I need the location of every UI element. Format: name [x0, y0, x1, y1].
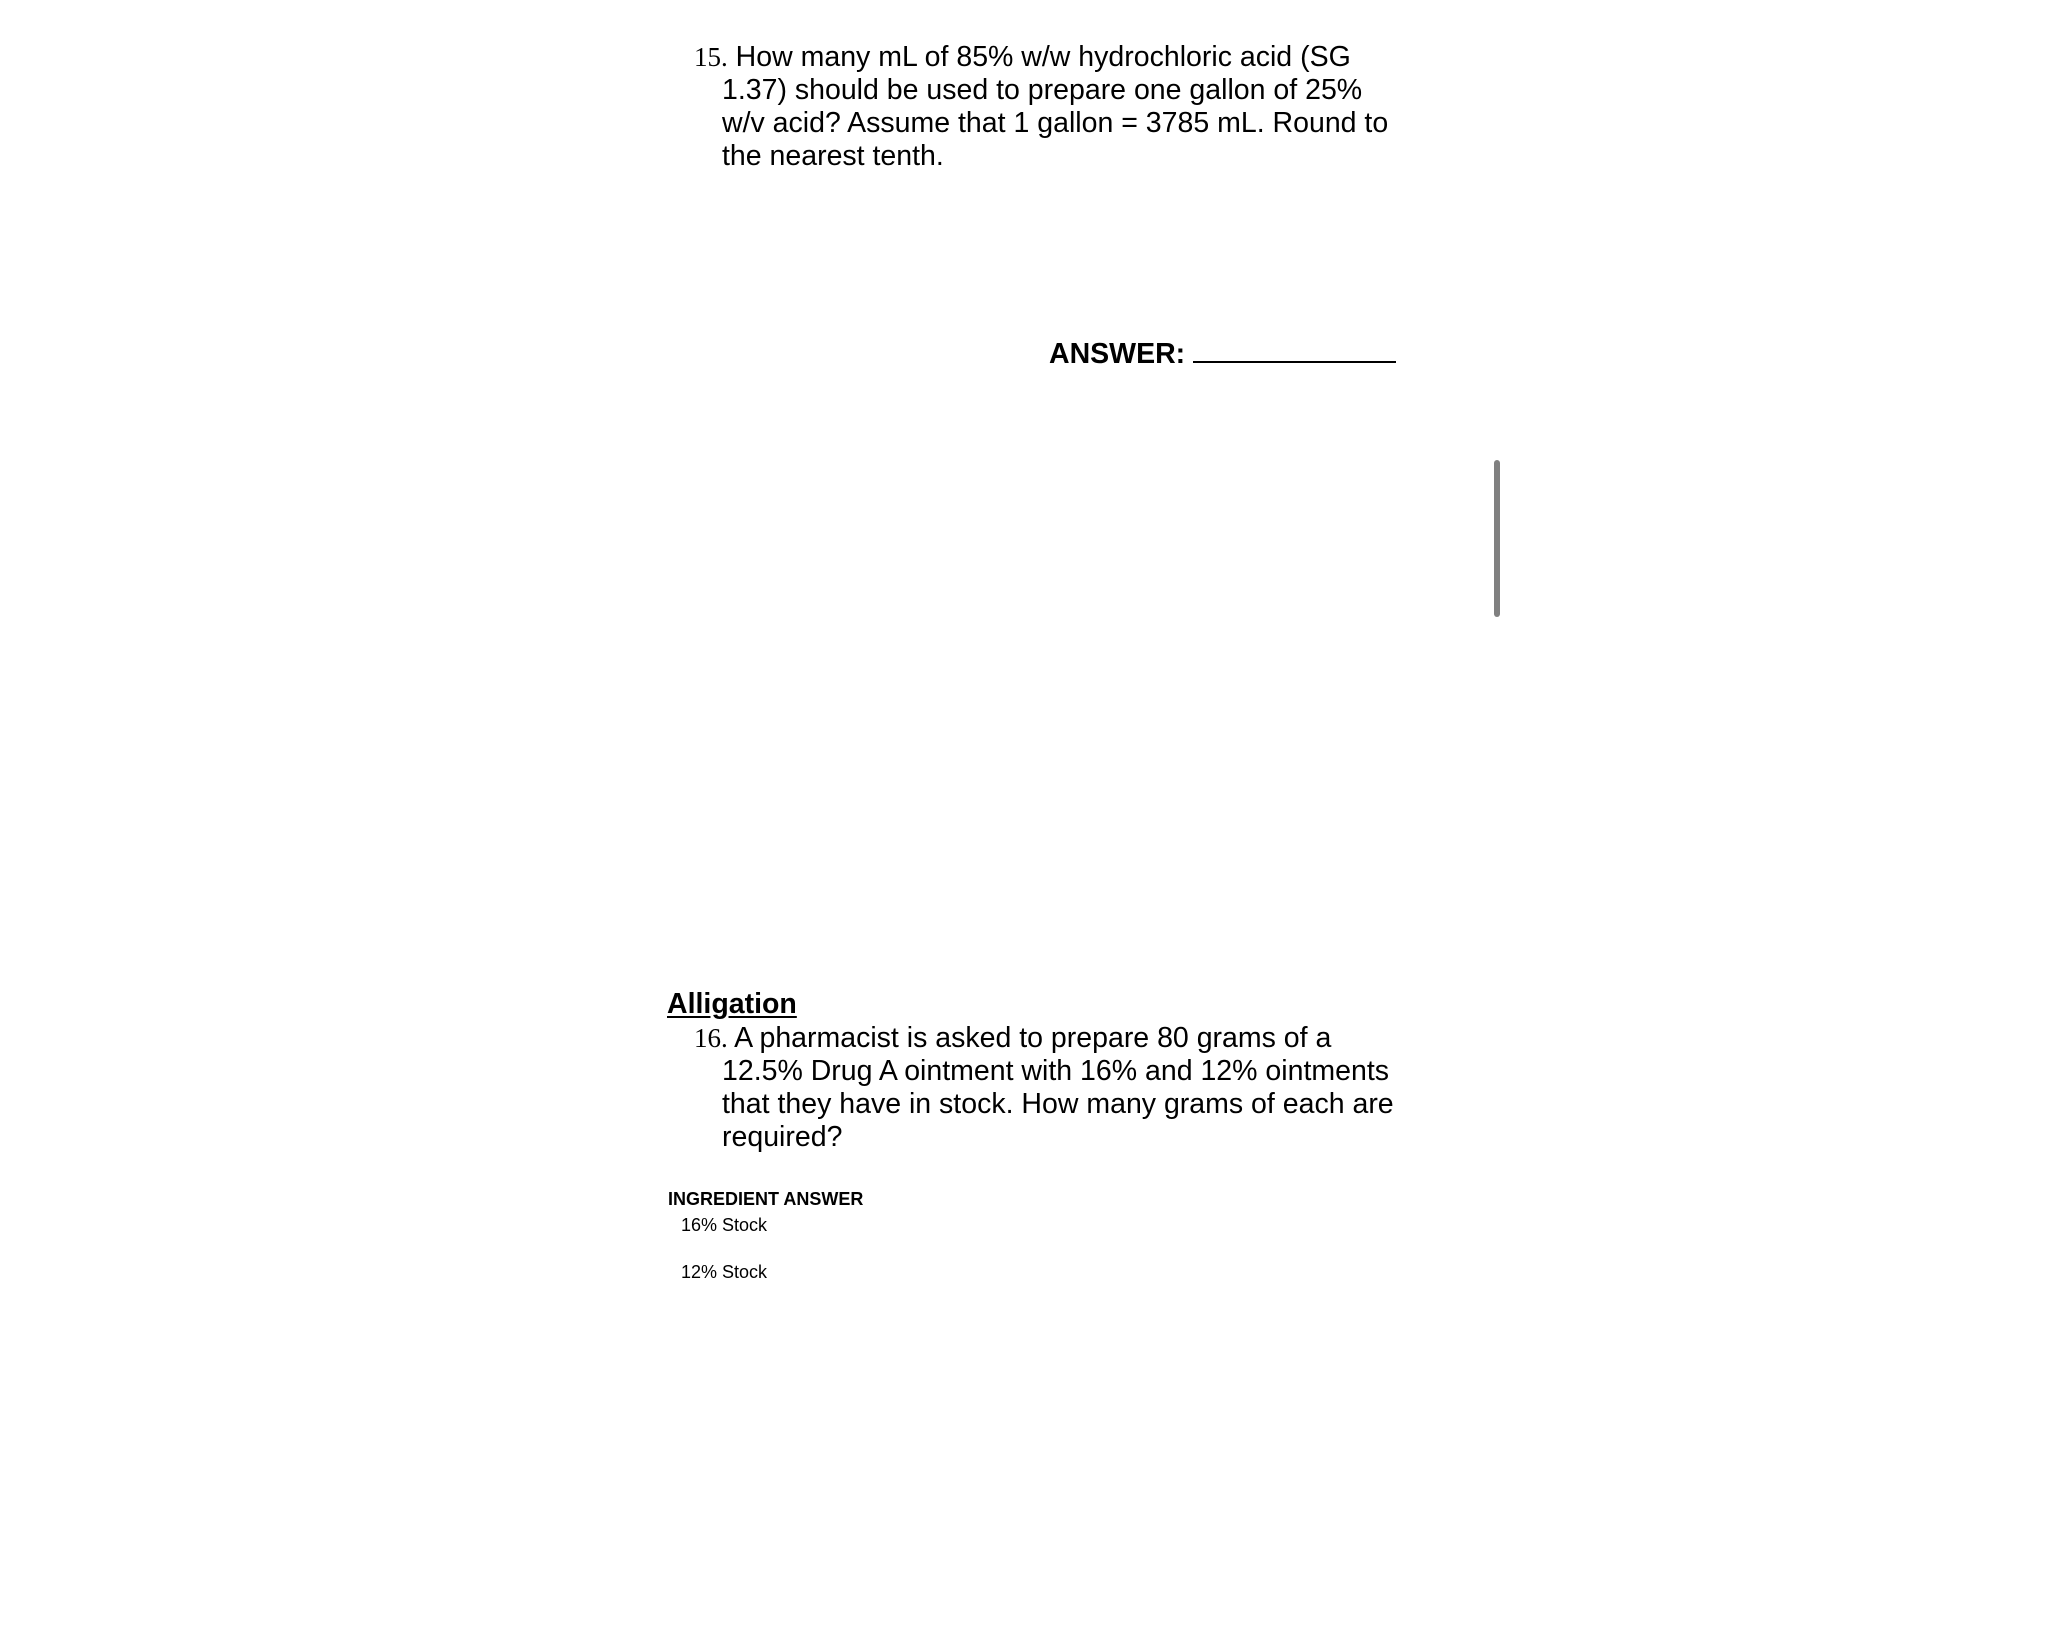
question-15-text-1: How many mL of 85% w/w hydrochloric acid (SG	[735, 41, 1351, 73]
question-15	[694, 41, 1414, 173]
ingredient-table-header: INGREDIENT ANSWER	[668, 1189, 864, 1209]
answer-label: ANSWER:	[1049, 338, 1186, 370]
question-15-number: 15.	[694, 42, 728, 72]
question-15-text-3: w/v acid? Assume that 1 gallon = 3785 mL. Round to	[722, 107, 1389, 139]
scrollbar-thumb[interactable]	[1494, 460, 1500, 617]
section-heading: Alligation	[667, 988, 797, 1020]
question-16-text-1: A pharmacist is asked to prepare 80 grams of a	[734, 1022, 1332, 1054]
question-15-text-2: 1.37) should be used to prepare one gallon of 25%	[722, 74, 1363, 106]
answer-line	[1049, 335, 1396, 371]
ingredient-row-12-stock: 12% Stock	[681, 1262, 768, 1282]
question-16-text-4: required?	[722, 1121, 843, 1153]
question-15-text-4: the nearest tenth.	[722, 140, 944, 172]
question-16-number: 16.	[694, 1023, 728, 1053]
answer-blank	[1193, 335, 1396, 363]
question-15-line-1	[694, 41, 1414, 74]
ingredient-row-16-stock: 16% Stock	[681, 1215, 768, 1235]
question-16-text-3: that they have in stock. How many grams of each are	[722, 1088, 1394, 1120]
question-16	[694, 1022, 1414, 1154]
question-16-text-2: 12.5% Drug A ointment with 16% and 12% ointments	[722, 1055, 1389, 1087]
question-16-line-1	[694, 1022, 1414, 1055]
